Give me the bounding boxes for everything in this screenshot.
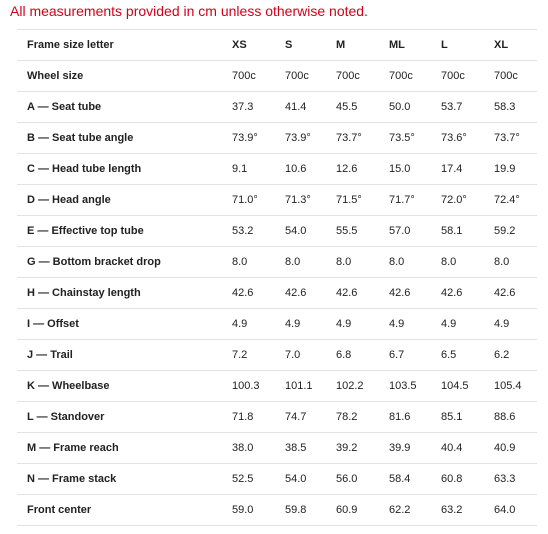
table-cell: 56.0: [326, 464, 379, 495]
table-cell: 4.9: [222, 309, 275, 340]
table-cell: 40.9: [484, 433, 537, 464]
size-header-ml: ML: [379, 30, 431, 61]
size-header-l: L: [431, 30, 484, 61]
row-label: D — Head angle: [17, 185, 222, 216]
table-cell: 59.0: [222, 495, 275, 526]
table-cell: 63.3: [484, 464, 537, 495]
table-cell: 73.9°: [275, 123, 326, 154]
table-cell: 4.9: [484, 309, 537, 340]
table-cell: 105.4: [484, 371, 537, 402]
row-label: B — Seat tube angle: [17, 123, 222, 154]
header-label: Frame size letter: [17, 30, 222, 61]
table-cell: 72.4°: [484, 185, 537, 216]
table-cell: 42.6: [326, 278, 379, 309]
table-cell: 73.7°: [484, 123, 537, 154]
table-cell: 700c: [275, 61, 326, 92]
table-row: [17, 371, 537, 402]
table-cell: 59.2: [484, 216, 537, 247]
table-cell: 8.0: [431, 247, 484, 278]
row-label: A — Seat tube: [17, 92, 222, 123]
table-cell: 53.7: [431, 92, 484, 123]
measurement-note: All measurements provided in cm unless otherwise noted.: [10, 3, 368, 19]
size-header-m: M: [326, 30, 379, 61]
table-cell: 6.5: [431, 340, 484, 371]
table-cell: 39.2: [326, 433, 379, 464]
row-label: H — Chainstay length: [17, 278, 222, 309]
table-cell: 103.5: [379, 371, 431, 402]
table-cell: 39.9: [379, 433, 431, 464]
table-row: [17, 92, 537, 123]
table-cell: 60.8: [431, 464, 484, 495]
table-row: [17, 185, 537, 216]
table-cell: 12.6: [326, 154, 379, 185]
table-cell: 700c: [326, 61, 379, 92]
table-cell: 85.1: [431, 402, 484, 433]
table-cell: 4.9: [326, 309, 379, 340]
table-cell: 101.1: [275, 371, 326, 402]
table-cell: 19.9: [484, 154, 537, 185]
table-cell: 78.2: [326, 402, 379, 433]
table-cell: 700c: [379, 61, 431, 92]
table-cell: 7.0: [275, 340, 326, 371]
table-cell: 8.0: [222, 247, 275, 278]
table-cell: 40.4: [431, 433, 484, 464]
table-cell: 100.3: [222, 371, 275, 402]
table-cell: 50.0: [379, 92, 431, 123]
table-cell: 54.0: [275, 216, 326, 247]
table-cell: 71.0°: [222, 185, 275, 216]
table-row: [17, 402, 537, 433]
table-cell: 58.1: [431, 216, 484, 247]
table-cell: 42.6: [222, 278, 275, 309]
table-cell: 71.5°: [326, 185, 379, 216]
table-cell: 8.0: [379, 247, 431, 278]
table-cell: 38.5: [275, 433, 326, 464]
table-cell: 59.8: [275, 495, 326, 526]
row-label: N — Frame stack: [17, 464, 222, 495]
table-cell: 64.0: [484, 495, 537, 526]
row-label: K — Wheelbase: [17, 371, 222, 402]
table-row: [17, 340, 537, 371]
row-label: M — Frame reach: [17, 433, 222, 464]
table-row: [17, 278, 537, 309]
table-row: [17, 247, 537, 278]
table-cell: 57.0: [379, 216, 431, 247]
table-row: [17, 154, 537, 185]
table-cell: 42.6: [275, 278, 326, 309]
table-cell: 8.0: [275, 247, 326, 278]
table-cell: 6.8: [326, 340, 379, 371]
table-cell: 58.4: [379, 464, 431, 495]
table-cell: 37.3: [222, 92, 275, 123]
size-header-xl: XL: [484, 30, 537, 61]
table-cell: 74.7: [275, 402, 326, 433]
table-row: [17, 309, 537, 340]
table-cell: 10.6: [275, 154, 326, 185]
geometry-table: [17, 29, 537, 526]
table-cell: 700c: [484, 61, 537, 92]
table-row: [17, 433, 537, 464]
table-cell: 4.9: [431, 309, 484, 340]
table-cell: 700c: [222, 61, 275, 92]
table-cell: 38.0: [222, 433, 275, 464]
table-cell: 104.5: [431, 371, 484, 402]
table-cell: 17.4: [431, 154, 484, 185]
table-cell: 6.7: [379, 340, 431, 371]
table-cell: 71.7°: [379, 185, 431, 216]
table-cell: 71.3°: [275, 185, 326, 216]
table-cell: 73.5°: [379, 123, 431, 154]
table-cell: 42.6: [379, 278, 431, 309]
table-cell: 73.6°: [431, 123, 484, 154]
row-label: I — Offset: [17, 309, 222, 340]
table-cell: 45.5: [326, 92, 379, 123]
table-cell: 81.6: [379, 402, 431, 433]
table-cell: 73.9°: [222, 123, 275, 154]
row-label: J — Trail: [17, 340, 222, 371]
table-cell: 8.0: [326, 247, 379, 278]
table-row: [17, 216, 537, 247]
table-cell: 15.0: [379, 154, 431, 185]
row-label: C — Head tube length: [17, 154, 222, 185]
table-cell: 42.6: [431, 278, 484, 309]
table-cell: 53.2: [222, 216, 275, 247]
table-cell: 6.2: [484, 340, 537, 371]
row-label: G — Bottom bracket drop: [17, 247, 222, 278]
table-cell: 52.5: [222, 464, 275, 495]
header-row: [17, 30, 537, 61]
table-row: [17, 495, 537, 526]
table-cell: 42.6: [484, 278, 537, 309]
table-row: [17, 61, 537, 92]
table-cell: 63.2: [431, 495, 484, 526]
table-cell: 58.3: [484, 92, 537, 123]
table-cell: 4.9: [275, 309, 326, 340]
table-cell: 8.0: [484, 247, 537, 278]
table-row: [17, 464, 537, 495]
table-cell: 88.6: [484, 402, 537, 433]
table-cell: 7.2: [222, 340, 275, 371]
size-header-xs: XS: [222, 30, 275, 61]
table-cell: 4.9: [379, 309, 431, 340]
table-row: [17, 123, 537, 154]
table-cell: 9.1: [222, 154, 275, 185]
table-cell: 73.7°: [326, 123, 379, 154]
table-cell: 71.8: [222, 402, 275, 433]
row-label: L — Standover: [17, 402, 222, 433]
table-cell: 700c: [431, 61, 484, 92]
table-body: [17, 61, 537, 526]
table-cell: 55.5: [326, 216, 379, 247]
table-cell: 102.2: [326, 371, 379, 402]
size-header-s: S: [275, 30, 326, 61]
row-label: Wheel size: [17, 61, 222, 92]
row-label: E — Effective top tube: [17, 216, 222, 247]
table-cell: 41.4: [275, 92, 326, 123]
row-label: Front center: [17, 495, 222, 526]
table-cell: 60.9: [326, 495, 379, 526]
table-cell: 54.0: [275, 464, 326, 495]
table-cell: 62.2: [379, 495, 431, 526]
table-cell: 72.0°: [431, 185, 484, 216]
